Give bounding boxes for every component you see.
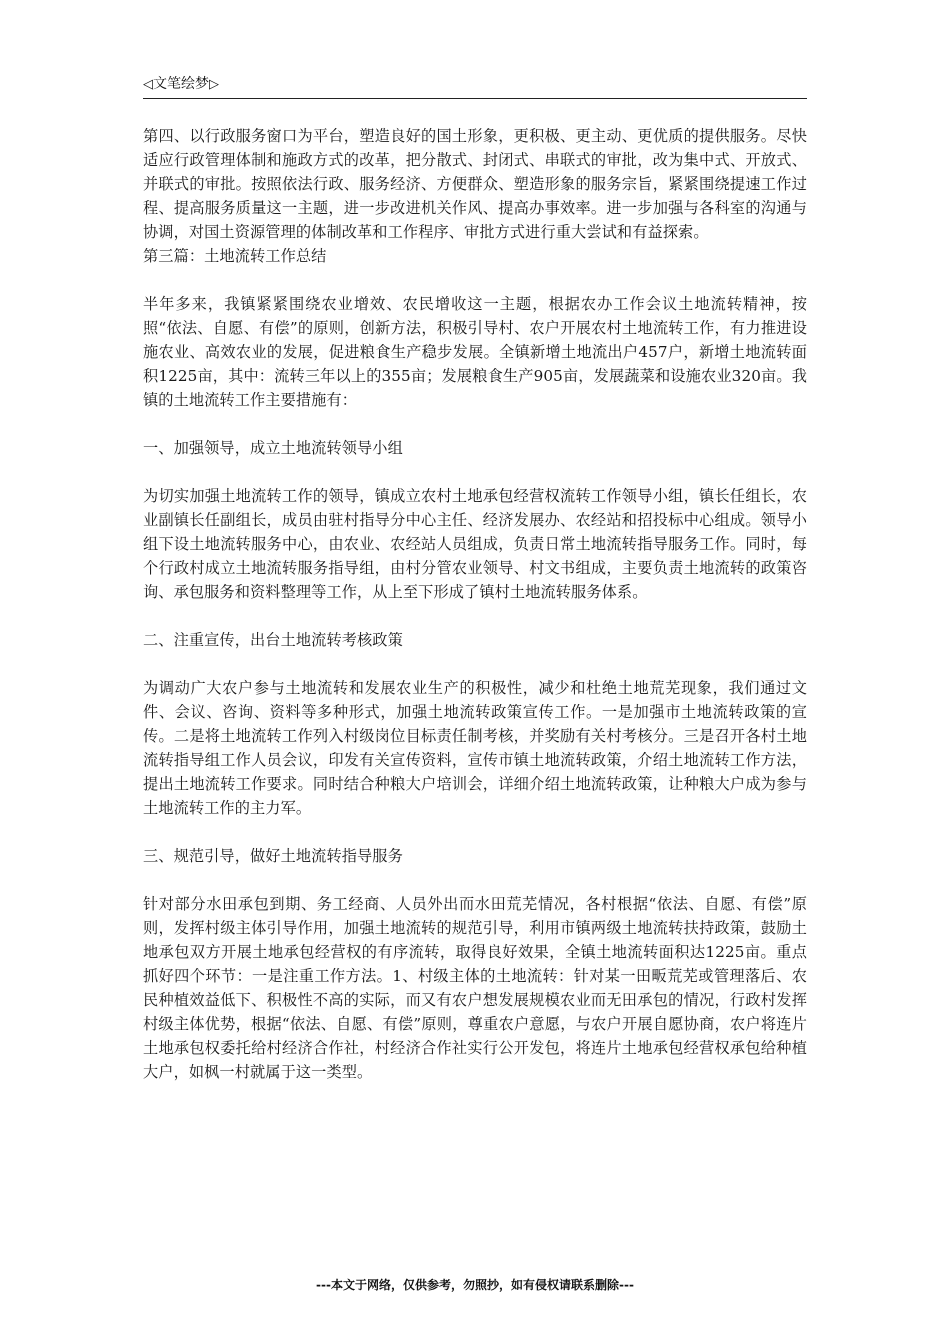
document-body <box>143 124 807 1084</box>
heading-three: 三、规范引导，做好土地流转指导服务 <box>143 847 403 865</box>
paragraph-fourth-point: 第四、以行政服务窗口为平台，塑造良好的国土形象，更积极、更主动、更优质的提供服务。尽快适应行政管理体制和施政方式的改革，把分散式、封闭式、串联式的审批，改为集中式、开放式、并联式的审批。按照依法行政、服务经济、方便群众、塑造形象的服务宗旨，紧紧围绕提速工作过程、提高服务质量这一主题，进一步改进机关作风、提高办事效率。进一步加强与各科室的沟通与协调，对国土资源管理的体制改革和工作程序、审批方式进行重大尝试和有益探索。 <box>143 127 807 241</box>
page-footer: ---本文于网络，仅供参考，勿照抄，如有侵权请联系删除--- <box>316 1278 634 1292</box>
left-triangle-icon: ◁ <box>143 77 153 92</box>
header-brand: 文笔绘梦 <box>153 76 209 92</box>
paragraph-two: 为调动广大农户参与土地流转和发展农业生产的积极性，减少和杜绝土地荒芜现象，我们通过文件、会议、咨询、资料等多种形式，加强土地流转政策宣传工作。一是加强市土地流转政策的宣传。二是将土地流转工作列入村级岗位目标责任制考核，并奖励有关村考核分。三是召开各村土地流转指导组工作人员会议，印发有关宣传资料，宣传市镇土地流转政策，介绍土地流转工作方法，提出土地流转工作要求。同时结合种粮大户培训会，详细介绍土地流转政策，让种粮大户成为参与土地流转工作的主力军。 <box>143 679 807 817</box>
paragraph-one: 为切实加强土地流转工作的领导，镇成立农村土地承包经营权流转工作领导小组，镇长任组长，农业副镇长任副组长，成员由驻村指导分中心主任、经济发展办、农经站和招投标中心组成。领导小组下设土地流转服务中心，由农业、农经站人员组成，负责日常土地流转指导服务工作。同时，每个行政村成立土地流转服务指导组，由村分管农业领导、村文书组成，主要负责土地流转的政策咨询、承包服务和资料整理等工作，从上至下形成了镇村土地流转服务体系。 <box>143 487 807 601</box>
heading-one: 一、加强领导，成立土地流转领导小组 <box>143 439 403 457</box>
section-title-part-three: 第三篇：土地流转工作总结 <box>143 247 327 265</box>
page-header <box>143 74 807 99</box>
paragraph-three: 针对部分水田承包到期、务工经商、人员外出而水田荒芜情况，各村根据“依法、自愿、有偿”原则，发挥村级主体引导作用，加强土地流转的规范引导，利用市镇两级土地流转扶持政策，鼓励土地承包双方开展土地承包经营权的有序流转，取得良好效果，全镇土地流转面积达1225亩。重点抓好四个环节：一是注重工作方法。1、村级主体的土地流转：针对某一田畈荒芜或管理落后、农民种植效益低下、积极性不高的实际，而又有农户想发展规模农业而无田承包的情况，行政村发挥村级主体优势，根据“依法、自愿、有偿”原则，尊重农户意愿，与农户开展自愿协商，农户将连片土地承包权委托给村经济合作社，村经济合作社实行公开发包，将连片土地承包经营权承包给种植大户，如枫一村就属于这一类型。 <box>143 895 807 1081</box>
paragraph-intro: 半年多来，我镇紧紧围绕农业增效、农民增收这一主题，根据农办工作会议土地流转精神，按照“依法、自愿、有偿”的原则，创新方法，积极引导村、农户开展农村土地流转工作，有力推进设施农业、高效农业的发展，促进粮食生产稳步发展。全镇新增土地流出户457户，新增土地流转面积1225亩，其中：流转三年以上的355亩；发展粮食生产905亩，发展蔬菜和设施农业320亩。我镇的土地流转工作主要措施有： <box>143 295 807 409</box>
heading-two: 二、注重宣传，出台土地流转考核政策 <box>143 631 403 649</box>
right-triangle-icon: ▷ <box>209 77 219 92</box>
